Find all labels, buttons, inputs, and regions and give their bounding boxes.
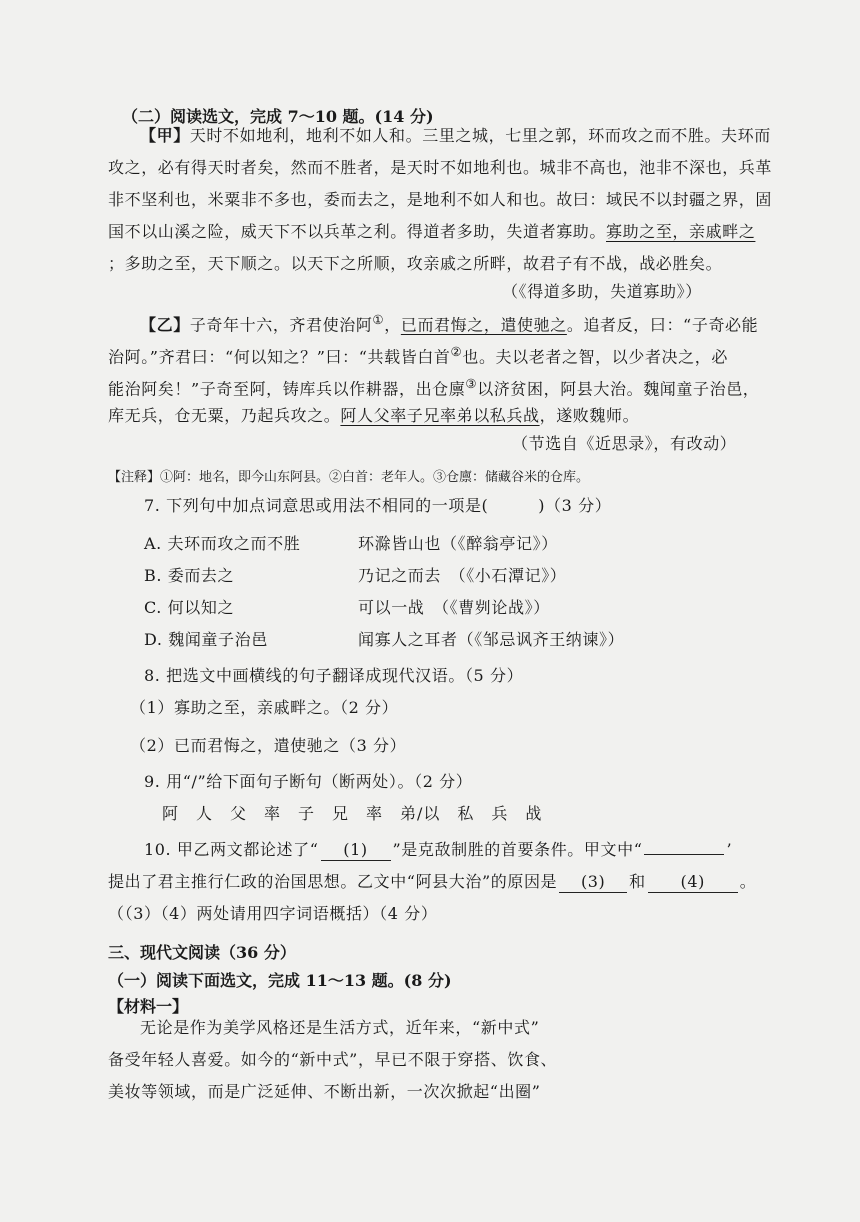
question-9-stem: 9. 用“/”给下面句子断句（断两处）。（2 分） <box>144 772 473 791</box>
question-7-option-c-compare: 可以一战 （《曹刿论战》） <box>358 598 550 617</box>
question-7-stem: 7. 下列句中加点词意思或用法不相同的一项是( )（3 分） <box>144 496 612 515</box>
passage-jia-line-2: 攻之，必有得天时者矣，然而不胜者，是天时不如地利也。城非不高也，池非不深也，兵革 <box>108 158 773 177</box>
passage-yi-line-1: 【乙】子奇年十六，齐君使治阿①，已而君悔之，遣使驰之。追者反，曰：“子奇必能 <box>140 312 759 335</box>
answer-blank-4[interactable]: (4) <box>648 872 738 893</box>
passage-jia-line-3: 非不坚利也，米粟非不多也，委而去之，是地利不如人和也。故曰：域民不以封疆之界，固 <box>108 190 773 209</box>
question-7-option-a: A. 夫环而攻之而不胜 <box>144 534 301 553</box>
passage-yi-line-2: 治阿。”齐君曰：“何以知之？”曰：“共载皆白首②也。夫以老者之智，以少者决之，必 <box>108 344 728 367</box>
passage-yi-line-4: 库无兵，仓无粟，乃起兵攻之。阿人父率子兄率弟以私兵战，遂败魏师。 <box>108 406 640 425</box>
question-7-option-c: C. 何以知之 <box>144 598 235 617</box>
question-10-line-1: 10. 甲乙两文都论述了“ (1) ”是克敌制胜的首要条件。甲文中“ ’ <box>144 834 732 866</box>
passage-yi-line-3: 能治阿矣！”子奇至阿，铸库兵以作耕器，出仓廪③以济贫困，阿县大治。魏闻童子治邑， <box>108 376 760 399</box>
question-10-line-3: （（3）（4）两处请用四字词语概括）（4 分） <box>108 904 438 923</box>
material-1-line-3: 美妆等领域，而是广泛延伸、不断出新，一次次掀起“出圈” <box>108 1082 541 1101</box>
question-7-option-b-compare: 乃记之而去 （《小石潭记》） <box>358 566 567 585</box>
passage-jia-line-1: 【甲】天时不如地利，地利不如人和。三里之城，七里之郭，环而攻之而不胜。夫环而 <box>140 126 771 145</box>
passage-jia-line-4: 国不以山溪之险，威天下不以兵革之利。得道者多助，失道者寡助。寡助之至，亲戚畔之 <box>108 222 756 241</box>
material-1-line-2: 备受年轻人喜爱。如今的“新中式”，早已不限于穿搭、饮食、 <box>108 1050 558 1069</box>
note-ref-3: ③ <box>465 376 478 391</box>
passage-jia-line-5: ；多助之至，天下顺之。以天下之所顺，攻亲戚之所畔，故君子有不战，战必胜矣。 <box>108 254 723 273</box>
underlined-sentence-3: 阿人父率子兄率弟以私兵战 <box>340 406 540 425</box>
material-1-line-1: 无论是作为美学风格还是生活方式，近年来，“新中式” <box>140 1018 540 1037</box>
question-9-sentence: 阿 人 父 率 子 兄 率 弟/以 私 兵 战 <box>162 804 543 823</box>
note-ref-1: ① <box>372 312 385 327</box>
section-heading-modern: 三、现代文阅读（36 分） <box>108 943 296 962</box>
question-8-item-1: （1）寡助之至，亲戚畔之。（2 分） <box>130 698 399 717</box>
material-1-label: 【材料一】 <box>108 997 189 1016</box>
underlined-sentence-2: 已而君悔之，遣使驰之 <box>400 315 567 335</box>
passage-yi-source: （节选自《近思录》，有改动） <box>512 434 737 453</box>
question-7-option-d: D. 魏闻童子治邑 <box>144 630 268 649</box>
annotation-notes: 【注释】①阿：地名，即今山东阿县。②白首：老年人。③仓廪：储藏谷米的仓库。 <box>108 470 590 485</box>
passage-yi-label: 【乙】 <box>140 315 190 335</box>
passage-jia-label: 【甲】 <box>140 126 190 145</box>
question-7-option-a-compare: 环滁皆山也（《醉翁亭记》） <box>358 534 558 553</box>
section-heading-classical: （二）阅读选文，完成 7～10 题。(14 分) <box>122 107 434 126</box>
question-7-option-b: B. 委而去之 <box>144 566 235 585</box>
question-8-item-2: （2）已而君悔之，遣使驰之（3 分） <box>130 736 407 755</box>
passage-jia-source: （《得道多助，失道寡助》） <box>502 282 702 301</box>
note-ref-2: ② <box>450 344 463 359</box>
answer-blank-3[interactable]: (3) <box>559 872 627 893</box>
question-10-line-2: 提出了君主推行仁政的治国思想。乙文中“阿县大治”的原因是 (3) 和 (4) 。 <box>108 872 757 891</box>
answer-blank-1[interactable]: (1) <box>321 840 391 861</box>
underlined-sentence-1: 寡助之至，亲戚畔之 <box>606 222 756 241</box>
question-7-option-d-compare: 闻寡人之耳者（《邹忌讽齐王纳谏》） <box>358 630 625 649</box>
subsection-heading: （一）阅读下面选文，完成 11～13 题。(8 分) <box>108 971 452 990</box>
question-8-stem: 8. 把选文中画横线的句子翻译成现代汉语。（5 分） <box>144 666 524 685</box>
